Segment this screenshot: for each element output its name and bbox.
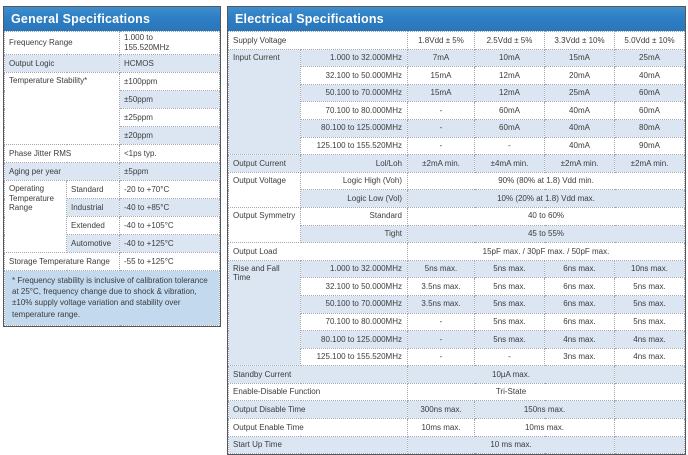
rise-fall-value: 5ns max. — [475, 331, 545, 349]
rise-fall-time-label: Rise and Fall Time — [229, 260, 301, 366]
output-current-value: ±2mA min. — [408, 155, 475, 173]
rise-fall-value: - — [408, 348, 475, 366]
standby-current-label: Standby Current — [229, 366, 408, 384]
temperature-stability-value: ±100ppm — [120, 73, 220, 91]
logic-high-label: Logic High (Voh) — [301, 172, 408, 190]
rise-fall-value: 5ns max. — [615, 313, 685, 331]
operating-grade-value: -40 to +85°C — [120, 199, 220, 217]
frequency-band-label: 1.000 to 32.000MHz — [301, 49, 408, 67]
input-current-value: - — [408, 102, 475, 120]
operating-grade-value: -40 to +105°C — [120, 217, 220, 235]
electrical-specs-table — [228, 31, 685, 454]
phase-jitter-label: Phase Jitter RMS — [5, 145, 120, 163]
operating-temperature-label: Operating Temperature Range — [5, 181, 67, 253]
output-current-value: ±2mA min. — [615, 155, 685, 173]
input-current-value: 40mA — [545, 102, 615, 120]
temperature-stability-value: ±25ppm — [120, 109, 220, 127]
logic-high-value: 90% (80% at 1.8) Vdd min. — [408, 172, 685, 190]
rise-fall-value: 6ns max. — [545, 278, 615, 296]
logic-low-value: 10% (20% at 1.8) Vdd max. — [408, 190, 685, 208]
logic-low-label: Logic Low (Vol) — [301, 190, 408, 208]
input-current-value: 60mA — [615, 102, 685, 120]
rise-fall-value: 4ns max. — [615, 331, 685, 349]
output-logic-value: HCMOS — [120, 55, 220, 73]
supply-voltage-column: 1.8Vdd ± 5% — [408, 32, 475, 50]
supply-voltage-column: 5.0Vdd ± 10% — [615, 32, 685, 50]
frequency-band-label: 80.100 to 125.000MHz — [301, 331, 408, 349]
table-row — [229, 243, 685, 261]
temperature-stability-label: Temperature Stability* — [5, 73, 120, 145]
input-current-value: 15mA — [545, 49, 615, 67]
table-row — [5, 181, 220, 199]
input-current-value: - — [408, 137, 475, 155]
frequency-band-label: 125.100 to 155.520MHz — [301, 348, 408, 366]
frequency-band-label: 80.100 to 125.000MHz — [301, 119, 408, 137]
rise-fall-value: 5ns max. — [615, 278, 685, 296]
empty-cell — [615, 366, 685, 384]
output-enable-time-value: 10ms max. — [475, 419, 615, 437]
table-row — [229, 383, 685, 401]
rise-fall-value: 5ns max. — [475, 278, 545, 296]
frequency-band-label: 1.000 to 32.000MHz — [301, 260, 408, 278]
table-row — [5, 145, 220, 163]
input-current-value: 25mA — [615, 49, 685, 67]
rise-fall-value: 6ns max. — [545, 295, 615, 313]
table-row — [5, 163, 220, 181]
symmetry-tight-value: 45 to 55% — [408, 225, 685, 243]
frequency-range-value — [120, 32, 220, 55]
input-current-value: 60mA — [615, 84, 685, 102]
output-disable-time-value: 300ns max. — [408, 401, 475, 419]
table-row — [229, 32, 685, 50]
general-specs-table — [4, 31, 220, 326]
input-current-value: 7mA — [408, 49, 475, 67]
input-current-value: - — [475, 137, 545, 155]
table-row — [229, 49, 685, 67]
table-row — [229, 260, 685, 278]
empty-cell — [615, 419, 685, 437]
rise-fall-value: 4ns max. — [545, 331, 615, 349]
input-current-value: 10mA — [475, 49, 545, 67]
output-current-value: ±2mA min. — [545, 155, 615, 173]
frequency-band-label: 70.100 to 80.000MHz — [301, 102, 408, 120]
symmetry-standard-label: Standard — [301, 207, 408, 225]
rise-fall-value: 5ns max. — [475, 295, 545, 313]
input-current-value: 12mA — [475, 84, 545, 102]
frequency-band-label: 70.100 to 80.000MHz — [301, 313, 408, 331]
output-current-label: Output Current — [229, 155, 301, 173]
rise-fall-value: - — [475, 348, 545, 366]
table-row — [5, 73, 220, 91]
operating-grade-name: Standard — [67, 181, 120, 199]
stability-footnote: * Frequency stability is inclusive of calibration tolerance at 25°C, frequency change due to shock & vibration, ±10% supply voltage variation and stability over temperature range. — [5, 271, 220, 326]
general-specs-title: General Specifications — [4, 7, 220, 31]
table-row — [229, 366, 685, 384]
rise-fall-value: 5ns max. — [408, 260, 475, 278]
table-row — [5, 271, 220, 326]
start-up-time-value: 10 ms max. — [408, 436, 615, 454]
operating-grade-value: -20 to +70°C — [120, 181, 220, 199]
operating-grade-name: Automotive — [67, 235, 120, 253]
operating-grade-name: Industrial — [67, 199, 120, 217]
storage-temperature-label: Storage Temperature Range — [5, 253, 120, 271]
table-row — [229, 155, 685, 173]
table-row — [5, 253, 220, 271]
rise-fall-value: 10ns max. — [615, 260, 685, 278]
rise-fall-value: 5ns max. — [615, 295, 685, 313]
output-enable-time-label: Output Enable Time — [229, 419, 408, 437]
rise-fall-value: 5ns max. — [475, 313, 545, 331]
operating-grade-value: -40 to +125°C — [120, 235, 220, 253]
rise-fall-value: 3.5ns max. — [408, 295, 475, 313]
rise-fall-value: 3.5ns max. — [408, 278, 475, 296]
input-current-value: 40mA — [615, 67, 685, 85]
output-load-label: Output Load — [229, 243, 408, 261]
input-current-value: 12mA — [475, 67, 545, 85]
aging-label: Aging per year — [5, 163, 120, 181]
output-disable-time-value: 150ns max. — [475, 401, 615, 419]
input-current-value: 60mA — [475, 102, 545, 120]
output-symmetry-label: Output Symmetry — [229, 207, 301, 242]
supply-voltage-column: 2.5Vdd ± 5% — [475, 32, 545, 50]
output-current-sub-label: Lol/Loh — [301, 155, 408, 173]
electrical-specs-title: Electrical Specifications — [228, 7, 685, 31]
input-current-value: 15mA — [408, 84, 475, 102]
frequency-band-label: 32.100 to 50.000MHz — [301, 67, 408, 85]
table-row — [5, 55, 220, 73]
rise-fall-value: 4ns max. — [615, 348, 685, 366]
input-current-value: 60mA — [475, 119, 545, 137]
standby-current-value: 10µA max. — [408, 366, 615, 384]
frequency-band-label: 32.100 to 50.000MHz — [301, 278, 408, 296]
storage-temperature-value: -55 to +125°C — [120, 253, 220, 271]
output-load-value: 15pF max. / 30pF max. / 50pF max. — [408, 243, 685, 261]
empty-cell — [615, 436, 685, 454]
table-row — [229, 401, 685, 419]
phase-jitter-value: <1ps typ. — [120, 145, 220, 163]
empty-cell — [615, 383, 685, 401]
rise-fall-value: 6ns max. — [545, 260, 615, 278]
temperature-stability-value: ±50ppm — [120, 91, 220, 109]
input-current-value: 40mA — [545, 137, 615, 155]
output-enable-time-value: 10ms max. — [408, 419, 475, 437]
operating-grade-name: Extended — [67, 217, 120, 235]
table-row — [229, 419, 685, 437]
rise-fall-value: - — [408, 313, 475, 331]
supply-voltage-column: 3.3Vdd ± 10% — [545, 32, 615, 50]
empty-cell — [615, 401, 685, 419]
table-row — [229, 436, 685, 454]
rise-fall-value: 3ns max. — [545, 348, 615, 366]
frequency-band-label: 50.100 to 70.000MHz — [301, 295, 408, 313]
table-row — [229, 207, 685, 225]
start-up-time-label: Start Up Time — [229, 436, 408, 454]
frequency-band-label: 125.100 to 155.520MHz — [301, 137, 408, 155]
table-row — [229, 172, 685, 190]
input-current-value: 20mA — [545, 67, 615, 85]
symmetry-tight-label: Tight — [301, 225, 408, 243]
symmetry-standard-value: 40 to 60% — [408, 207, 685, 225]
output-current-value: ±4mA min. — [475, 155, 545, 173]
enable-disable-label: Enable-Disable Function — [229, 383, 408, 401]
input-current-value: - — [408, 119, 475, 137]
frequency-range-label: Frequency Range — [5, 32, 120, 55]
general-specifications-panel — [3, 6, 221, 327]
aging-value: ±5ppm — [120, 163, 220, 181]
output-logic-label: Output Logic — [5, 55, 120, 73]
output-disable-time-label: Output Disable Time — [229, 401, 408, 419]
input-current-label: Input Current — [229, 49, 301, 155]
supply-voltage-label: Supply Voltage — [229, 32, 408, 50]
enable-disable-value: Tri-State — [408, 383, 615, 401]
rise-fall-value: 6ns max. — [545, 313, 615, 331]
electrical-specifications-panel — [227, 6, 686, 455]
table-row — [5, 32, 220, 55]
input-current-value: 90mA — [615, 137, 685, 155]
rise-fall-value: 5ns max. — [475, 260, 545, 278]
frequency-band-label: 50.100 to 70.000MHz — [301, 84, 408, 102]
input-current-value: 40mA — [545, 119, 615, 137]
output-voltage-label: Output Voltage — [229, 172, 301, 207]
temperature-stability-value: ±20ppm — [120, 127, 220, 145]
input-current-value: 80mA — [615, 119, 685, 137]
input-current-value: 25mA — [545, 84, 615, 102]
rise-fall-value: - — [408, 331, 475, 349]
input-current-value: 15mA — [408, 67, 475, 85]
frequency-range-value-text: 1.000 to 155.520MHz — [124, 33, 170, 52]
